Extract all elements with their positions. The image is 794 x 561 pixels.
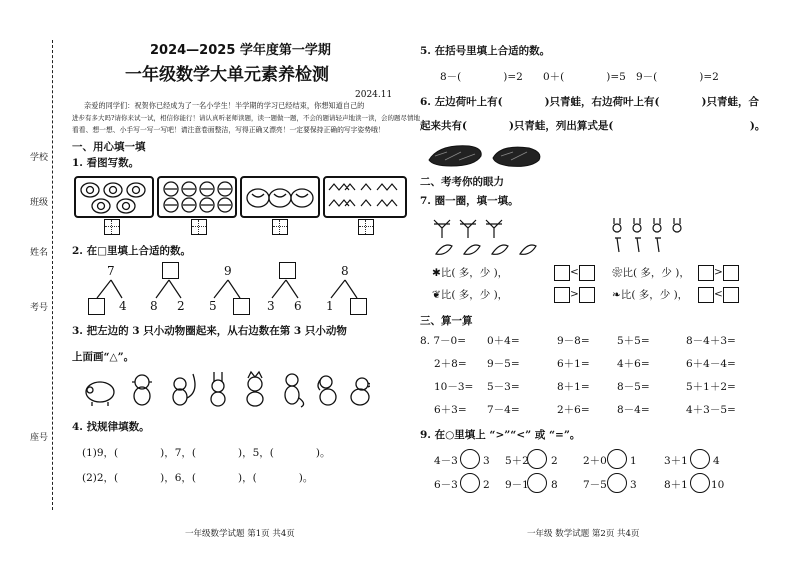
rabbit-icon xyxy=(211,372,225,406)
cmp-6-circle[interactable] xyxy=(527,473,547,493)
q7-lt-sign-1: < xyxy=(570,266,579,278)
q7-right-box-2b[interactable] xyxy=(723,287,739,303)
cmp-4-left: 3＋1 xyxy=(664,455,688,467)
cmp-8-left: 8＋1 xyxy=(664,479,688,491)
cmp-1-left: 4－3 xyxy=(434,455,458,467)
calc-r1-c2: 0＋4= xyxy=(487,335,520,347)
cat-icon xyxy=(247,372,263,406)
q7-gt-sign-r1: > xyxy=(714,266,723,278)
tree3-right-box[interactable] xyxy=(233,298,250,315)
q7-left-compare-1: ✱比( 多，少 )， xyxy=(432,267,509,279)
cmp-3-right: 1 xyxy=(630,455,637,467)
calc-r1-c1: 8. 7－0= xyxy=(420,335,467,347)
q7-right-pictures xyxy=(608,216,708,256)
margin-label-seat-no: 座号 xyxy=(30,433,49,443)
cmp-2-circle[interactable] xyxy=(527,449,547,469)
calc-r3-c1: 10－3= xyxy=(434,381,474,393)
q7-left-box-2a[interactable] xyxy=(554,287,570,303)
q7-gt-sign-2: > xyxy=(570,288,579,300)
calc-r2-c1: 2＋8= xyxy=(434,358,467,370)
calc-r2-c2: 9－5= xyxy=(487,358,520,370)
pig-icon xyxy=(86,382,114,406)
q4-prompt: 4. 找规律填数。 xyxy=(72,421,150,433)
footer-left: 一年级数学试题 第1页 共4页 xyxy=(185,529,295,539)
section3-heading: 三、算一算 xyxy=(420,315,473,327)
q7-left-box-1a[interactable] xyxy=(554,265,570,281)
calc-r1-c5: 8－4＋3= xyxy=(686,335,736,347)
q7-right-box-2a[interactable] xyxy=(698,287,714,303)
q3-prompt-line2: 上面画“△”。 xyxy=(72,351,135,363)
calc-r2-c4: 4＋6= xyxy=(617,358,650,370)
cmp-8-circle[interactable] xyxy=(690,473,710,493)
cmp-5-right: 2 xyxy=(483,479,490,491)
margin-label-school: 学校 xyxy=(30,153,49,163)
left-lotus-leaf-icon xyxy=(429,146,481,166)
monkey2-icon xyxy=(285,374,304,407)
tree4-right: 6 xyxy=(294,299,302,313)
calc-r3-c4: 8－5= xyxy=(617,381,650,393)
q7-prompt: 7. 圈一圈，填一填。 xyxy=(420,195,519,207)
q7-right-box-1b[interactable] xyxy=(723,265,739,281)
tree1-left-box[interactable] xyxy=(88,298,105,315)
tree4-top-box[interactable] xyxy=(279,262,296,279)
cmp-6-left: 9－1 xyxy=(505,479,529,491)
q7-left-compare-2: ❦比( 多，少 )， xyxy=(432,289,509,301)
q5-item-1: 8－( )=2 xyxy=(440,71,523,83)
footer-right: 一年级 数学试题 第2页 共4页 xyxy=(527,529,640,539)
cmp-4-circle[interactable] xyxy=(690,449,710,469)
calc-r3-c3: 8＋1= xyxy=(557,381,590,393)
margin-label-exam-no: 考号 xyxy=(30,303,49,313)
calc-r1-c4: 5＋5= xyxy=(617,335,650,347)
q5-prompt: 5. 在括号里填上合适的数。 xyxy=(420,45,551,57)
monkey-icon xyxy=(132,375,152,405)
tree4-left: 3 xyxy=(267,299,275,313)
number-tree-lines xyxy=(0,0,420,330)
cmp-2-left: 5＋2 xyxy=(505,455,529,467)
margin-label-class: 班级 xyxy=(30,198,49,208)
cmp-8-right: 10 xyxy=(711,479,725,491)
cmp-1-right: 3 xyxy=(483,455,490,467)
q4-row-1: (1)9，( )，7，( )，5，( )。 xyxy=(82,447,331,459)
cabbage-icon xyxy=(434,220,502,238)
tree3-top: 9 xyxy=(224,264,232,278)
tree2-left: 8 xyxy=(150,299,158,313)
cmp-7-right: 3 xyxy=(630,479,637,491)
rabbit-icon: ❀ xyxy=(612,267,623,279)
calc-r4-c3: 2＋6= xyxy=(557,404,590,416)
calc-r2-c5: 6＋4－4= xyxy=(686,358,736,370)
q7-left-box-2b[interactable] xyxy=(579,287,595,303)
tree5-top: 8 xyxy=(341,264,349,278)
tree5-left: 1 xyxy=(326,299,334,313)
calc-r4-c4: 8－4= xyxy=(617,404,650,416)
calc-r4-c1: 6＋3= xyxy=(434,404,467,416)
q9-prompt: 9. 在○里填上 “>”“<” 或 “=”。 xyxy=(420,429,581,441)
tree1-right: 4 xyxy=(119,299,127,313)
q6-line-2: 起来共有( )只青蛙，列出算式是( )。 xyxy=(420,120,766,132)
intro-line-1: 亲爱的同学们：祝贺你已经成为了一名小学生！半学期的学习已经结束，你想知道自己的 xyxy=(84,101,365,110)
q1-prompt: 1. 看图写数。 xyxy=(72,157,140,169)
cmp-7-left: 7－5 xyxy=(583,479,607,491)
calc-r1-c3: 9－8= xyxy=(557,335,590,347)
right-lotus-leaf-icon xyxy=(493,147,540,166)
intro-line-3: 看看、想一想、小手写一写一写吧！请注意卷面整洁，写得正确又漂亮！一定要保持正确的写字姿势哦！ xyxy=(72,126,385,134)
animals-row xyxy=(80,370,370,408)
calc-r3-c2: 5－3= xyxy=(487,381,520,393)
section2-heading: 二、考考你的眼力 xyxy=(420,176,504,188)
q7-right-compare-1: ❀比( 多，少 )， xyxy=(612,267,690,279)
intro-line-2: 进步有多大吗?请你来试一试，相信你能行！请认真听老师读题，读一题做一题，不会的题请轻声地读一读，会的题尽情地 xyxy=(72,114,420,122)
q3-prompt-line1: 3. 把左边的 3 只小动物圈起来，从右边数在第 3 只小动物 xyxy=(72,325,347,337)
dog-icon xyxy=(318,376,336,405)
leaf-icon: ❦ xyxy=(432,289,441,301)
q6-line-1: 6. 左边荷叶上有( )只青蛙，右边荷叶上有( )只青蛙，合 xyxy=(420,96,759,108)
q2-prompt: 2. 在□里填上合适的数。 xyxy=(72,245,192,257)
calc-r4-c5: 4＋3－5= xyxy=(686,404,736,416)
q5-item-2: 0＋( )=5 xyxy=(543,71,626,83)
tree2-top-box[interactable] xyxy=(162,262,179,279)
q7-right-box-1a[interactable] xyxy=(698,265,714,281)
section1-heading: 一、用心填一填 xyxy=(72,141,146,153)
tree5-right-box[interactable] xyxy=(350,298,367,315)
q7-left-pictures xyxy=(430,216,550,256)
tree1-top: 7 xyxy=(107,264,115,278)
q7-left-box-1b[interactable] xyxy=(579,265,595,281)
tree2-right: 2 xyxy=(177,299,185,313)
exam-date: 2024.11 xyxy=(355,90,393,100)
calc-r4-c2: 7－4= xyxy=(487,404,520,416)
cmp-3-left: 2＋0 xyxy=(583,455,607,467)
calc-r3-c5: 5＋1＋2= xyxy=(686,381,736,393)
cmp-4-right: 4 xyxy=(713,455,720,467)
cmp-3-circle[interactable] xyxy=(607,449,627,469)
squirrel-icon xyxy=(173,374,195,405)
tree3-left: 5 xyxy=(209,299,217,313)
rabbit-icon xyxy=(613,218,681,232)
q5-item-3: 9－( )=2 xyxy=(636,71,719,83)
lotus-leaves xyxy=(425,140,545,170)
chick-icon xyxy=(351,378,370,405)
cabbage-icon: ✱ xyxy=(432,267,441,279)
carrot-icon xyxy=(615,238,661,252)
q7-lt-sign-r2: < xyxy=(714,288,723,300)
carrot-icon: ❧ xyxy=(612,289,621,301)
cmp-5-circle[interactable] xyxy=(460,473,480,493)
cmp-1-circle[interactable] xyxy=(460,449,480,469)
margin-label-name: 姓名 xyxy=(30,248,49,258)
cmp-5-left: 6－3 xyxy=(434,479,458,491)
cmp-7-circle[interactable] xyxy=(607,473,627,493)
exam-title: 一年级数学大单元素养检测 xyxy=(125,65,329,85)
year-title: 2024—2025 学年度第一学期 xyxy=(150,43,331,58)
calc-r2-c3: 6＋1= xyxy=(557,358,590,370)
q7-right-compare-2: ❧比( 多，少 )， xyxy=(612,289,689,301)
leaf-icon xyxy=(436,245,536,254)
cmp-2-right: 2 xyxy=(551,455,558,467)
q4-row-2: (2)2，( )，6，( )，( )。 xyxy=(82,472,314,484)
cmp-6-right: 8 xyxy=(551,479,558,491)
